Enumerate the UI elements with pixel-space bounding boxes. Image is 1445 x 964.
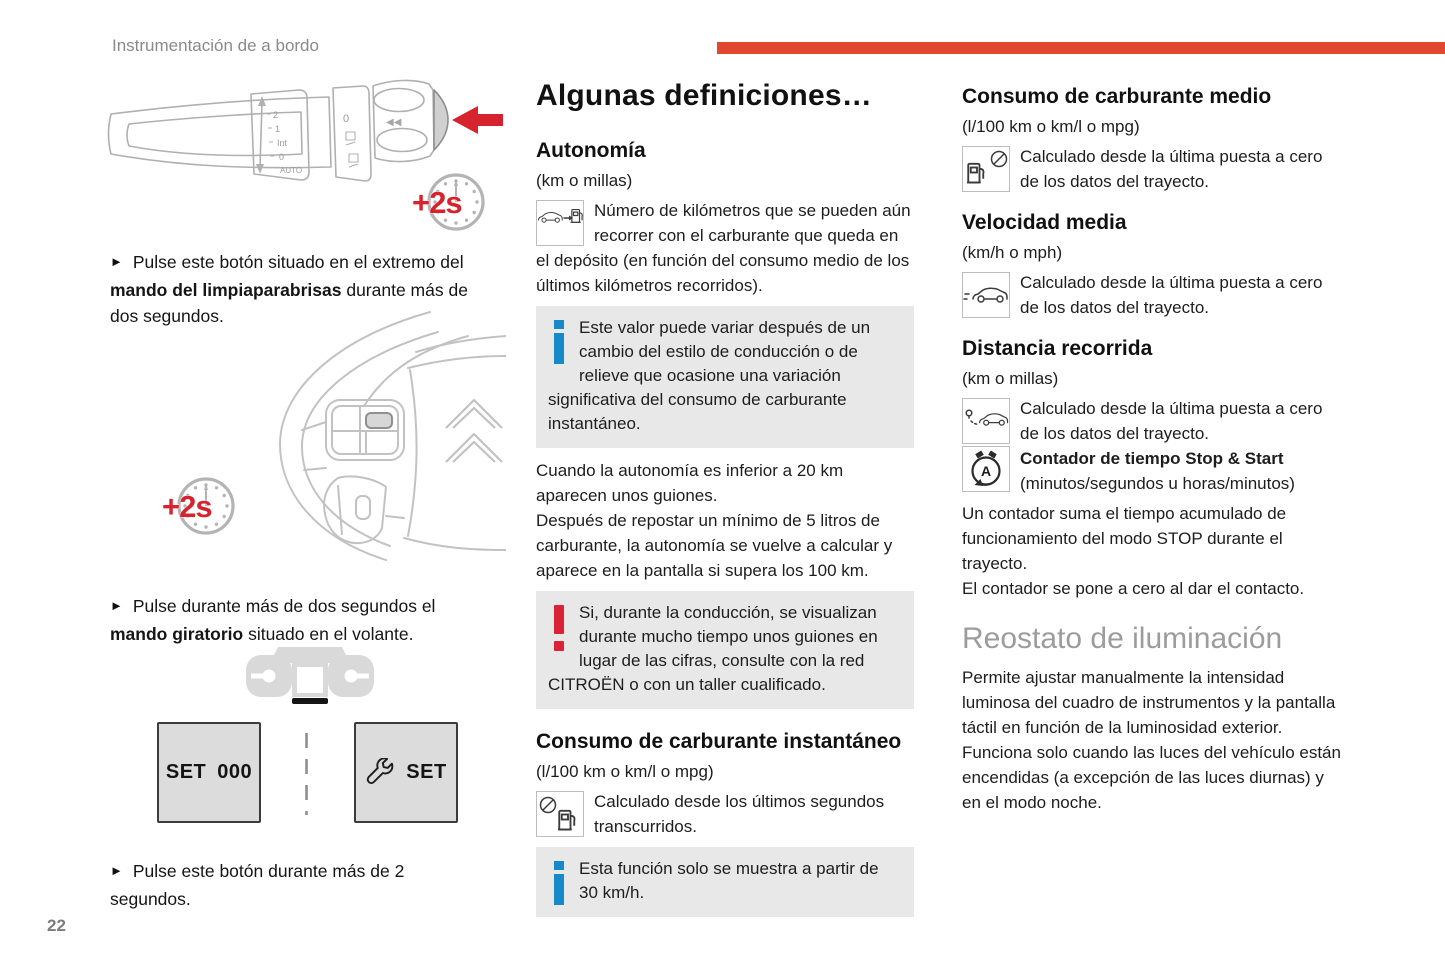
instantaneo-units: (l/100 km o km/l o mpg) (536, 762, 714, 781)
autonomia-paragraph-2: Después de repostar un mínimo de 5 litros de carburante, la autonomía se vuelve a calcular y aparece en la pantalla si supera los 100 km. (536, 511, 893, 580)
warning-note (536, 591, 914, 709)
clock-2s-label: +2s (162, 489, 212, 524)
medio-body: Calculado desde la última puesta a cero de los datos del trayecto. (1020, 147, 1323, 191)
instantaneo-heading: Consumo de carburante instantáneo (536, 730, 902, 753)
autonomia-units: (km o millas) (536, 171, 633, 190)
definitions-column (536, 78, 914, 927)
clock-2s-icon (408, 170, 490, 234)
red-accent-bar (717, 42, 1445, 54)
page-header: Instrumentación de a bordo (112, 36, 319, 55)
instant-consumption-pump-icon (536, 791, 584, 837)
step1-bold: mando del limpiaparabrisas (110, 279, 342, 300)
instantaneo-body: Calculado desde los últimos segundos transcurridos. (594, 792, 885, 836)
distancia-heading: Distancia recorrida (962, 337, 1153, 360)
wrench-icon (365, 758, 395, 788)
clock-2s-label: +2s (412, 185, 462, 220)
warning-icon (551, 604, 567, 659)
stalk-label-int: Int (277, 138, 288, 148)
distancia-units: (km o millas) (962, 369, 1059, 388)
step-instruction-2 (110, 593, 484, 647)
velocidad-units: (km/h o mph) (962, 243, 1063, 262)
set-trip-reset-key (157, 722, 261, 823)
autonomia-heading: Autonomía (536, 139, 646, 162)
step-instruction-3 (110, 858, 450, 912)
contador-paragraph-2: El contador se pone a cero al dar el contacto. (962, 579, 1305, 598)
medio-units: (l/100 km o km/l o mpg) (962, 117, 1140, 136)
page-number: 22 (47, 916, 66, 935)
medio-heading: Consumo de carburante medio (962, 85, 1272, 108)
step2-text: Pulse durante más de dos segundos el (132, 595, 436, 616)
bullet-icon: ► (110, 597, 123, 613)
step3-text: Pulse este botón durante más de 2 segundos. (110, 860, 405, 909)
autonomia-body: Número de kilómetros que se pueden aún recorrer con el carburante que queda en el depósito (en función del consumo medio de los últimos kilómetros recorridos). (536, 201, 911, 295)
citroen-logo-icon (446, 400, 502, 462)
set-key-label: SET (165, 761, 207, 783)
warning-note-text: Si, durante la conducción, se visualizan durante mucho tiempo unos guiones en lugar de las cifras, consulte con la red CITROËN o con un taller cualificado. (548, 603, 878, 694)
bullet-icon: ► (110, 253, 123, 269)
info-note-1 (536, 306, 914, 448)
stalk-label-rear-0: 0 (343, 113, 350, 125)
step2-bold: mando giratorio (110, 623, 244, 644)
average-consumption-pump-icon (962, 146, 1010, 192)
average-speed-car-icon (962, 272, 1010, 318)
clock-2s-icon (158, 474, 240, 538)
reostato-paragraph-1: Permite ajustar manualmente la intensidad luminosa del cuadro de instrumentos y la pantalla táctil en función de la luminosidad exterior. (962, 668, 1336, 737)
info-note-1-text: Este valor puede variar después de un cambio del estilo de conducción o de relieve que ocasione una variación significativa del consumo de carburante instantáneo. (548, 318, 871, 433)
range-car-to-pump-icon (536, 200, 584, 246)
step1-text-end: durante más de dos segundos. (110, 279, 468, 326)
stop-start-counter-definition (962, 446, 1344, 496)
info-icon (551, 319, 567, 372)
step1-text: Pulse este botón situado en el extremo del (132, 251, 464, 272)
contador-heading: Contador de tiempo Stop & Start (1020, 449, 1284, 468)
stopwatch-auto-icon (962, 446, 1010, 492)
step2-text-end: situado en el volante. (243, 623, 414, 644)
instantaneo-definition (536, 789, 914, 839)
info-icon (551, 860, 567, 913)
definitions-title: Algunas definiciones… (536, 79, 872, 112)
distancia-definition (962, 396, 1344, 446)
instrument-cluster-icon (244, 641, 376, 705)
contador-units: (minutos/segundos u horas/minutos) (1020, 474, 1295, 493)
rewind-glyph: ◀◀ (386, 117, 402, 128)
set-settings-key (354, 722, 458, 823)
stopwatch-letter: A (980, 463, 992, 479)
steering-wheel-illustration (268, 310, 506, 562)
distancia-body: Calculado desde la última puesta a cero de los datos del trayecto. (1020, 399, 1323, 443)
stalk-label-auto: AUTO (280, 166, 303, 175)
set-key-label: SET (406, 761, 447, 783)
set-key-value: 000 (217, 761, 253, 783)
velocidad-definition (962, 270, 1344, 320)
stalk-label-0: 0 (279, 152, 285, 162)
velocidad-body: Calculado desde la última puesta a cero de los datos del trayecto. (1020, 273, 1323, 317)
bullet-icon: ► (110, 862, 123, 878)
velocidad-heading: Velocidad media (962, 211, 1127, 234)
info-note-2 (536, 847, 914, 917)
red-arrow-icon (452, 106, 503, 134)
reostato-heading: Reostato de iluminación (962, 622, 1283, 655)
medio-definition (962, 144, 1344, 194)
dashed-divider (304, 733, 309, 815)
stalk-label-1: 1 (275, 124, 281, 134)
autonomia-definition (536, 198, 914, 298)
info-note-2-text: Esta función solo se muestra a partir de 30 km/h. (579, 859, 879, 902)
autonomia-paragraph-1: Cuando la autonomía es inferior a 20 km aparecen unos guiones. (536, 461, 844, 505)
contador-paragraph-1: Un contador suma el tiempo acumulado de funcionamiento del modo STOP durante el trayecto. (962, 504, 1287, 573)
reostato-paragraph-2: Funciona solo cuando las luces del vehículo están encendidas (a excepción de las luces diurnas) y en el modo noche. (962, 743, 1341, 812)
stalk-label-2: 2 (273, 110, 279, 120)
trip-data-column (962, 84, 1344, 815)
distance-route-car-icon (962, 398, 1010, 444)
